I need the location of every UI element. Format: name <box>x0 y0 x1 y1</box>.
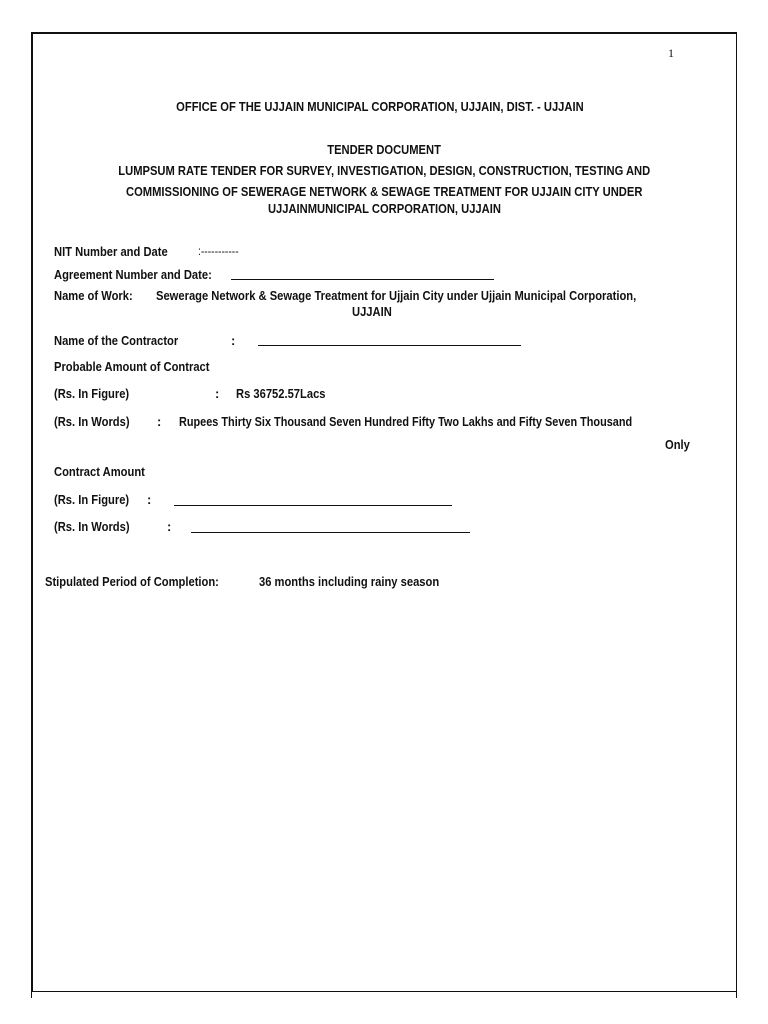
page-corner-mark <box>736 992 737 998</box>
contract-amount-label: Contract Amount <box>54 464 145 479</box>
nit-value: :----------- <box>198 244 239 258</box>
contract-figure-colon: : <box>147 492 152 507</box>
document-subtitle-line-1: LUMPSUM RATE TENDER FOR SURVEY, INVESTIGATION, DESIGN, CONSTRUCTION, TESTING AND <box>118 163 650 178</box>
period-value: 36 months including rainy season <box>259 574 440 589</box>
agreement-label: Agreement Number and Date: <box>54 267 212 282</box>
agreement-blank-line <box>231 268 494 280</box>
document-subtitle-line-2: COMMISSIONING OF SEWERAGE NETWORK & SEWAGE TREATMENT FOR UJJAIN CITY UNDER <box>125 184 643 199</box>
probable-words-value-line-1: Rupees Thirty Six Thousand Seven Hundred Fifty Two Lakhs and Fifty Seven Thousand <box>179 414 633 429</box>
office-heading: OFFICE OF THE UJJAIN MUNICIPAL CORPORATION, UJJAIN, DIST. - UJJAIN <box>176 99 584 114</box>
contract-figure-blank-line <box>174 494 452 506</box>
probable-words-label: (Rs. In Words) <box>54 414 130 429</box>
probable-words-colon: : <box>157 414 162 429</box>
work-label: Name of Work: <box>54 288 133 303</box>
nit-label: NIT Number and Date <box>54 244 168 259</box>
probable-figure-value: Rs 36752.57Lacs <box>236 386 326 401</box>
probable-words-value-line-2: Only <box>665 437 690 452</box>
contract-words-blank-line <box>191 521 470 533</box>
period-label: Stipulated Period of Completion: <box>45 574 219 589</box>
contract-words-label: (Rs. In Words) <box>54 519 130 534</box>
contractor-blank-line <box>258 334 521 346</box>
work-value-line-2: UJJAIN <box>352 304 392 319</box>
work-value-line-1: Sewerage Network & Sewage Treatment for Ujjain City under Ujjain Municipal Corporation, <box>156 288 637 303</box>
page-corner-mark <box>31 992 32 998</box>
contract-words-colon: : <box>167 519 172 534</box>
probable-figure-colon: : <box>215 386 220 401</box>
page-number: 1 <box>668 46 674 60</box>
document-title: TENDER DOCUMENT <box>327 142 441 157</box>
contractor-label: Name of the Contractor <box>54 333 179 348</box>
contractor-colon: : <box>231 333 236 348</box>
nit-row <box>54 244 186 259</box>
contract-figure-label: (Rs. In Figure) <box>54 492 130 507</box>
probable-figure-label: (Rs. In Figure) <box>54 386 130 401</box>
probable-amount-label: Probable Amount of Contract <box>54 359 210 374</box>
document-subtitle-line-3: UJJAINMUNICIPAL CORPORATION, UJJAIN <box>267 201 501 216</box>
